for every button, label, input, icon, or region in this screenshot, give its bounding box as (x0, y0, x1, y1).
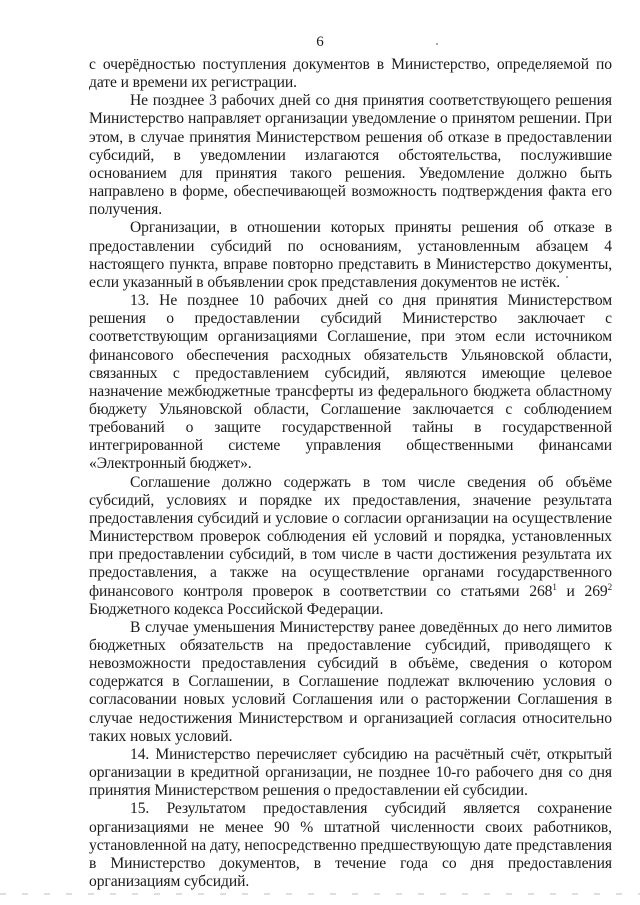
agreement-text-tail: Бюджетного кодекса Российской Федерации. (89, 600, 384, 618)
page-number: 6 (316, 34, 324, 50)
paragraph-item-15: 15. Результатом предоставления субсидий является сохранение организациями не менее 90 % штатной численности своих работников, установленной на дату, непосредственно предшествующую дате представления в Министерство документов, в течение года со дня предоставления организациям субсидий. (89, 800, 612, 891)
paragraph-item-14: 14. Министерство перечисляет субсидию на расчётный счёт, открытый организации в кредитной организации, не позднее 10-го рабочего дня со дня принятия Министерством решения о предоставлении ей субсидии. (89, 745, 612, 800)
paragraph-continuation: с очерёдностью поступления документов в Министерство, определяемой по дате и времени их регистрации. (89, 56, 612, 92)
footnote-sup-1: 1 (552, 581, 557, 592)
agreement-text-mid: и 269 (556, 582, 608, 600)
scan-artifact-edge (0, 893, 640, 895)
paragraph-limits-reduction: В случае уменьшения Министерству ранее доведённых до него лимитов бюджетных обязательств на предоставление субсидий, приводящего к невозможности предоставления субсидий в объёме, сведения о котором содержатся в Соглашении, в Соглашение подлежат включению условия о согласовании новых условий Соглашения или о расторжении Соглашения в случае недостижения Министерством и организацией согласия относительно таких новых условий. (89, 618, 612, 745)
paragraph-agreement-content (89, 474, 612, 619)
document-body (89, 56, 612, 891)
paragraph-resubmission: Организации, в отношении которых приняты решения об отказе в предоставлении субсидий по основаниям, установленным абзацем 4 настоящего пункта, вправе повторно представить в Министерство документы, если указанный в объявлении срок представления документов не истёк. (89, 219, 612, 291)
scan-speck (566, 276, 568, 278)
scan-speck (436, 43, 438, 45)
paragraph-item-13: 13. Не позднее 10 рабочих дней со дня принятия Министерством решения о предоставлении субсидий Министерство заключает с соответствующим организациями Соглашение, при этом если источником финансового обеспечения расходных обязательств Ульяновской области, связанных с предоставлением субсидий, являются имеющие целевое назначение межбюджетные трансферты из федерального бюджета областному бюджету Ульяновской области, Соглашение заключается с соблюдением требований о защите государственной тайны в государственной интегрированной системе управления общественными финансами «Электронный бюджет». (89, 292, 612, 473)
paragraph-notification: Не позднее 3 рабочих дней со дня принятия соответствующего решения Министерство направляет организации уведомление о принятом решении. При этом, в случае принятия Министерством решения об отказе в предоставлении субсидий, в уведомлении излагаются обстоятельства, послужившие основанием для принятия такого решения. Уведомление должно быть направлено в форме, обеспечивающей возможность подтверждения факта его получения. (89, 92, 612, 219)
footnote-sup-2: 2 (607, 581, 613, 592)
agreement-text: Соглашение должно содержать в том числе сведения об объёме субсидий, условиях и порядке их предоставления, значение результата предоставления субсидий и условие о согласии организации на осуществление Министерством проверок соблюдения ей условий и порядка, установленных при предоставлении субсидий, в том числе в части достижения результата их предоставления, а также на осуществление органами государственного финансового контроля проверок в соответствии со статьями 268 (89, 473, 612, 600)
